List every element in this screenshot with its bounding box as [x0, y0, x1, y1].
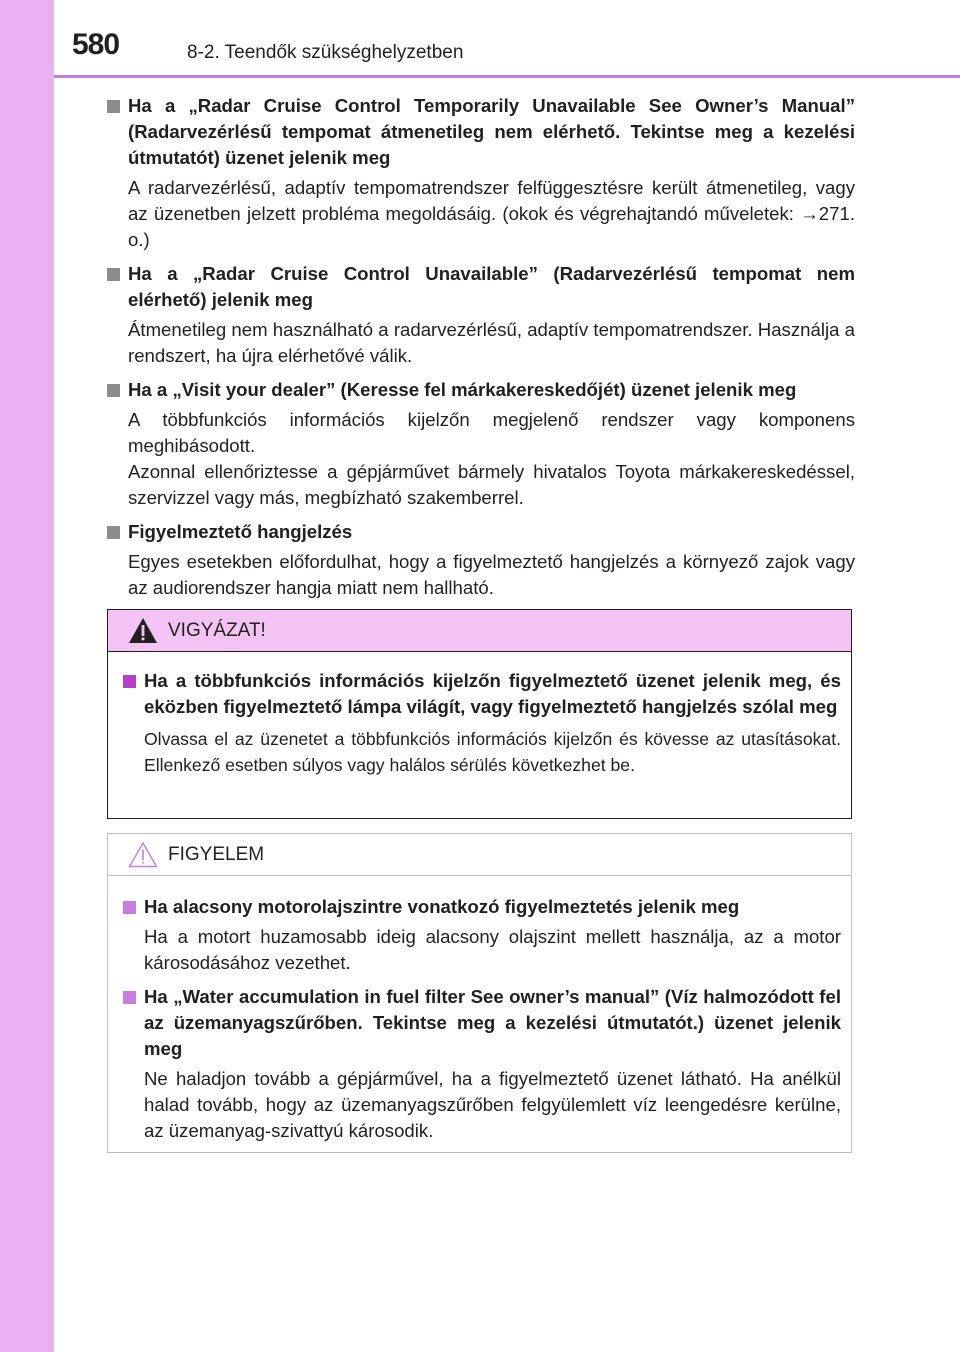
section-paragraph: Azonnal ellenőriztesse a gépjárművet bármely hivatalos Toyota márkakereskedéssel, szervizzel vagy más, megbízható szakemberrel.: [128, 461, 855, 508]
section-title: Ha a „Radar Cruise Control Unavailable” (Radarvezérlésű tempomat nem elérhető) jelenik meg: [128, 263, 855, 310]
notice-item-title: Ha alacsony motorolajszintre vonatkozó figyelmeztetés jelenik meg: [144, 896, 740, 917]
bullet-square-icon: [123, 675, 136, 688]
section-paragraph: A többfunkciós információs kijelzőn megjelenő rendszer vagy komponens meghibásodott.: [128, 409, 855, 456]
notice-box: [107, 833, 852, 1153]
caution-triangle-outline-icon: [128, 841, 158, 868]
bullet-square-icon: [107, 100, 120, 113]
section-paragraph: A radarvezérlésű, adaptív tempomatrendszer felfüggesztésre került átmenetileg, vagy az üzenetben jelzett probléma megoldásáig. (okok és végrehajtandó műveletek: →271. o.): [128, 177, 855, 250]
bullet-square-icon: [107, 268, 120, 281]
notice-box-header: [108, 834, 851, 876]
chapter-title: 8-2. Teendők szükséghelyzetben: [187, 42, 464, 63]
section-warning-buzzer: [107, 519, 855, 601]
main-content: [107, 93, 855, 609]
bullet-square-icon: [107, 384, 120, 397]
warning-box-header: [108, 610, 851, 652]
section-paragraph: Egyes esetekben előfordulhat, hogy a figyelmeztető hangjelzés a környező zajok vagy az audiorendszer hangja miatt nem hallható.: [128, 551, 855, 598]
warning-item-paragraph: Olvassa el az üzenetet a többfunkciós információs kijelzőn és kövesse az utasításokat. Ellenkező esetben súlyos vagy halálos sérülés következhet be.: [144, 729, 841, 775]
notice-item-title: Ha „Water accumulation in fuel filter See owner’s manual” (Víz halmozódott fel az üzemanyagszűrőben. Tekintse meg a kezelési útmutatót.) üzenet jelenik meg: [144, 986, 841, 1059]
section-title: Figyelmeztető hangjelzés: [128, 521, 353, 542]
section-paragraph: Átmenetileg nem használható a radarvezérlésű, adaptív tempomatrendszer. Használja a rendszert, ha újra elérhetővé válik.: [128, 319, 855, 366]
page-number: 580: [72, 28, 120, 61]
warning-box-label: VIGYÁZAT!: [168, 620, 266, 641]
bullet-square-icon: [107, 526, 120, 539]
section-title: Ha a „Visit your dealer” (Keresse fel márkakereskedőjét) üzenet jelenik meg: [128, 379, 797, 400]
notice-item-paragraph: Ne haladjon tovább a gépjárművel, ha a figyelmeztető üzenet látható. Ha anélkül halad tovább, hogy az üzemanyagszűrőben felgyülemlett víz leengedésre kerülne, az üzemanyag-szivattyú károsodik.: [144, 1068, 841, 1141]
notice-box-label: FIGYELEM: [168, 844, 265, 865]
section-visit-dealer: [107, 377, 855, 511]
header-divider: [54, 75, 960, 78]
warning-triangle-icon: [128, 617, 158, 644]
section-radar-temporarily-unavailable: [107, 93, 855, 253]
notice-item-paragraph: Ha a motort huzamosabb ideig alacsony olajszint mellett használja, az a motor károsodásához vezethet.: [144, 926, 841, 973]
bullet-square-icon: [123, 991, 136, 1004]
section-radar-unavailable: [107, 261, 855, 369]
section-title: Ha a „Radar Cruise Control Temporarily Unavailable See Owner’s Manual” (Radarvezérlésű tempomat átmenetileg nem elérhető. Tekintse meg a kezelési útmutatót) üzenet jelenik meg: [128, 95, 855, 168]
warning-item-title: Ha a többfunkciós információs kijelzőn figyelmeztető üzenet jelenik meg, és eközben figyelmeztető lámpa világít, vagy figyelmeztető hangjelzés szólal meg: [144, 670, 841, 717]
bullet-square-icon: [123, 901, 136, 914]
page-side-tab: [0, 0, 54, 1352]
warning-box: [107, 609, 852, 819]
